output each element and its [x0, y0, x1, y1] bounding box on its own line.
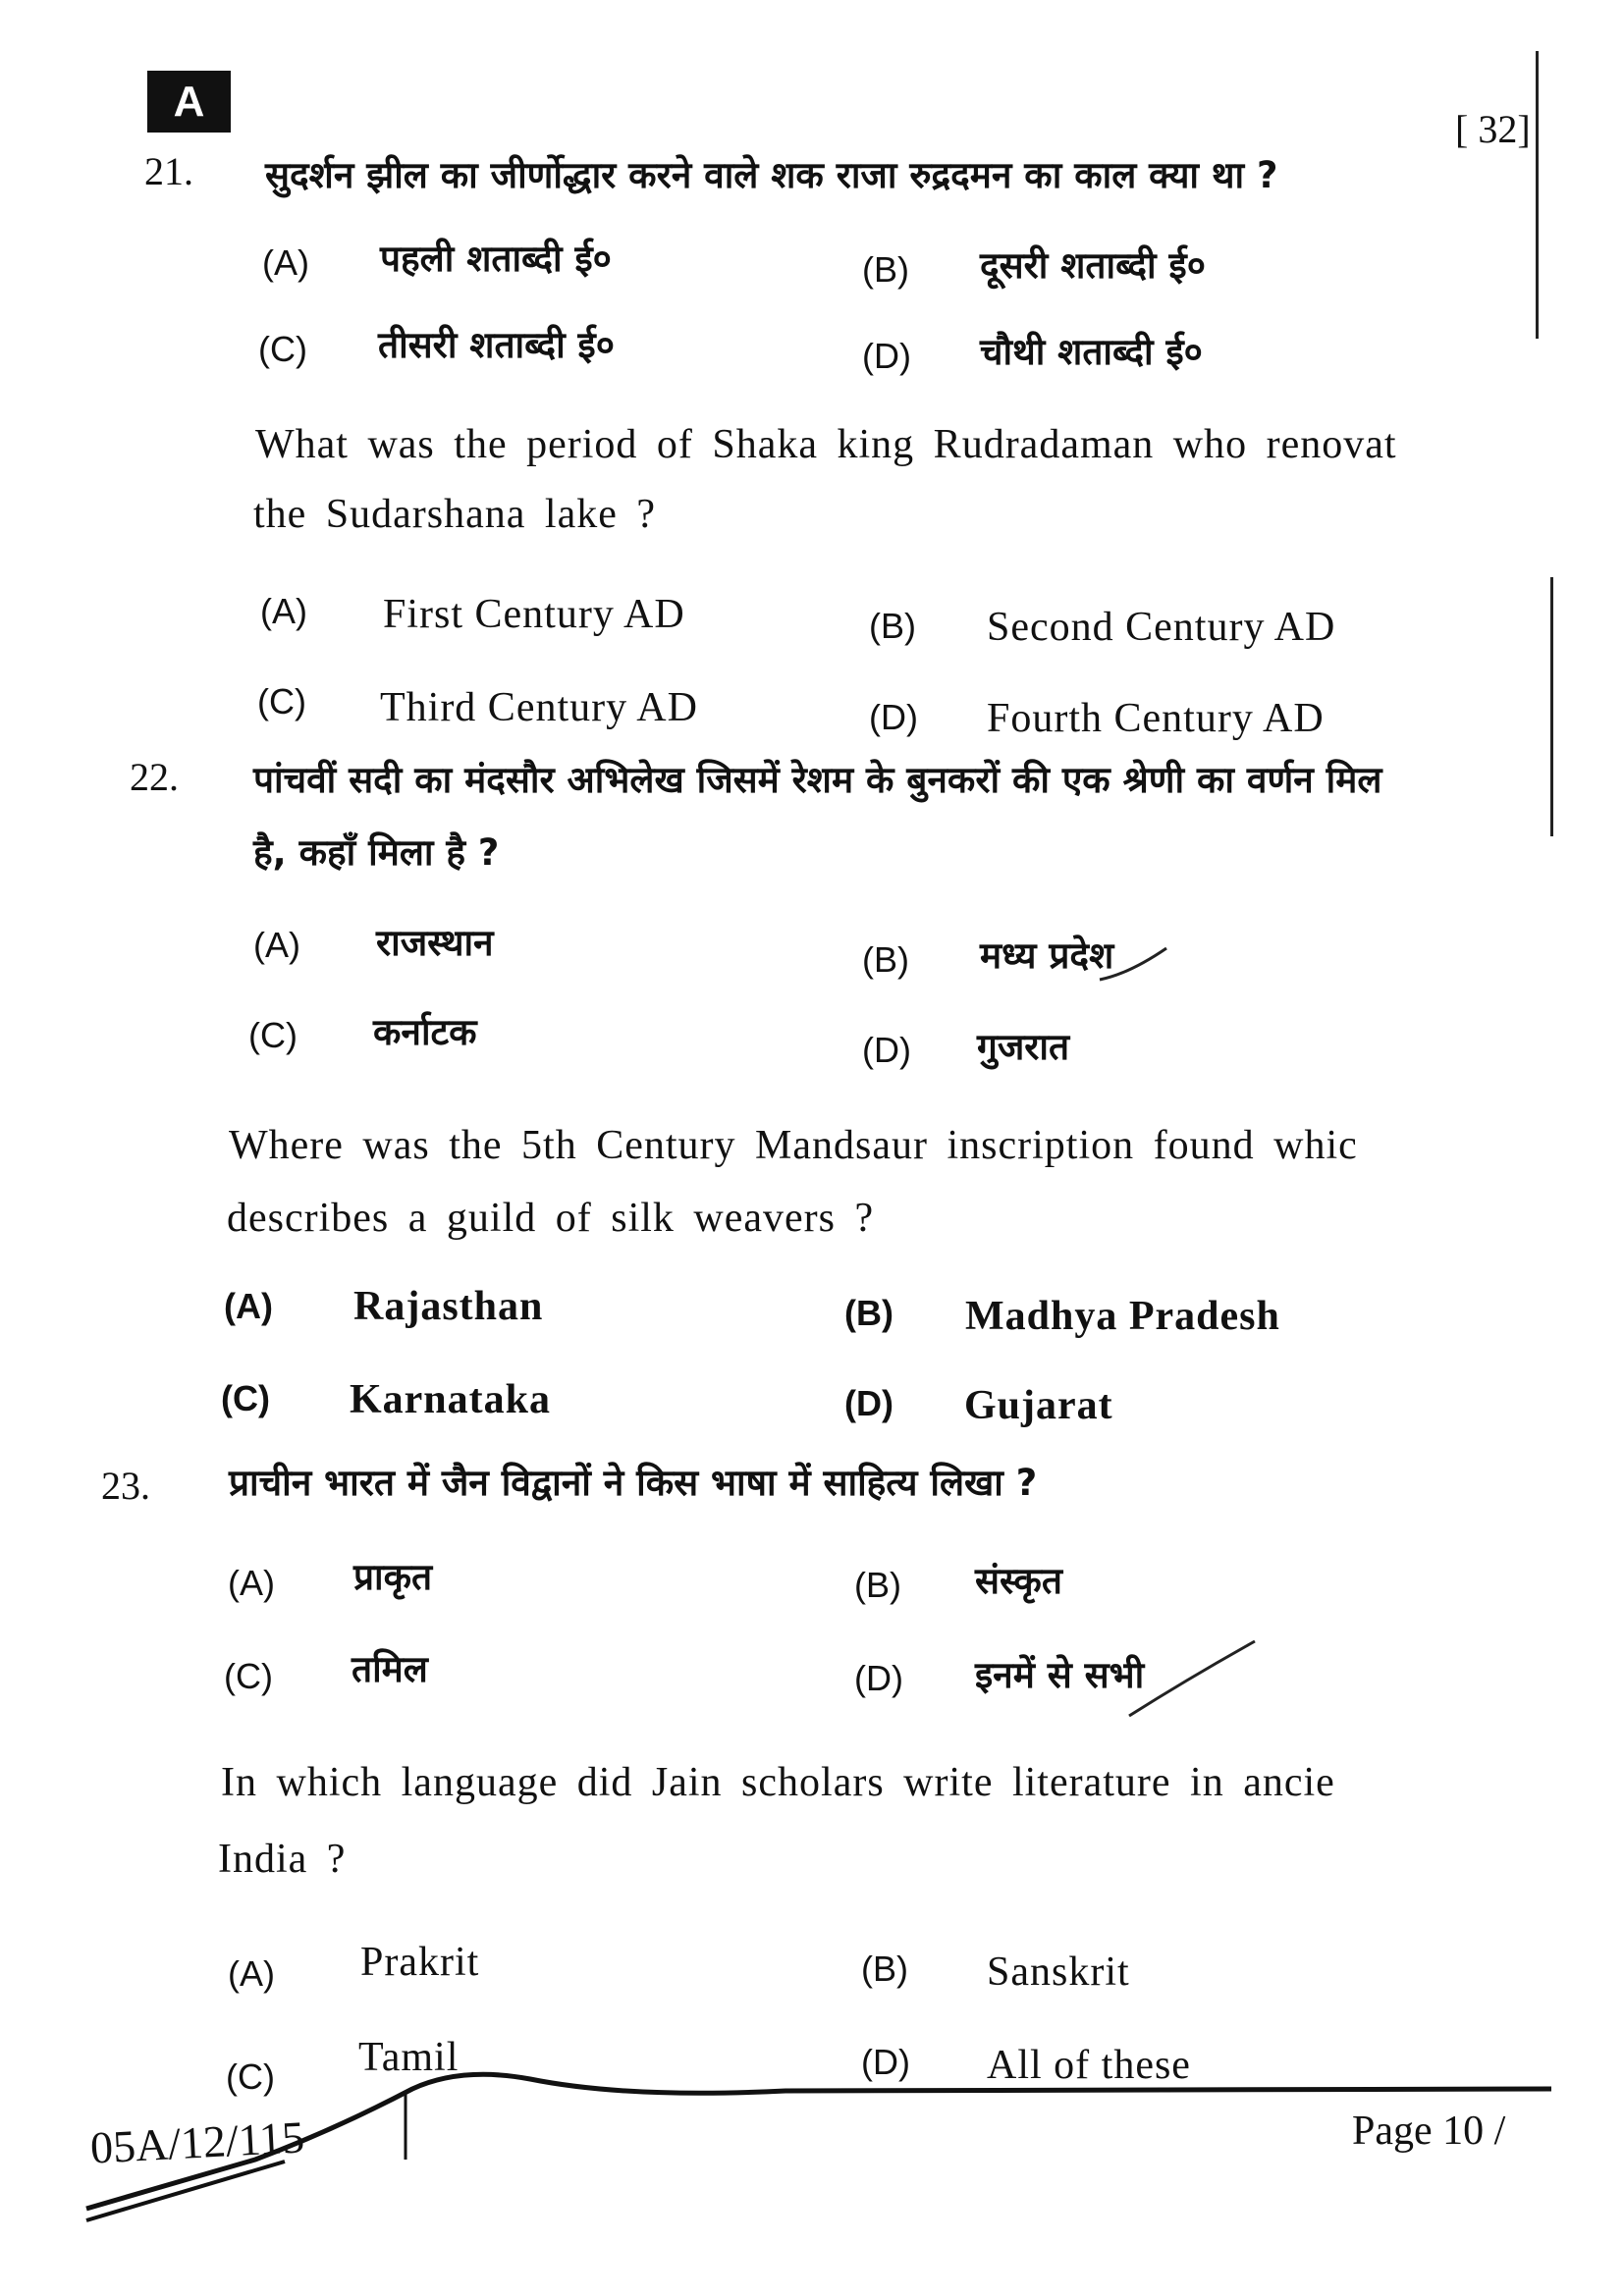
option-label: (D)	[862, 1030, 911, 1070]
option-text: दूसरी शताब्दी ई०	[980, 244, 1206, 287]
option-label: (C)	[226, 2056, 275, 2097]
option-text: Rajasthan	[353, 1284, 544, 1329]
option-text: गुजरात	[977, 1026, 1070, 1068]
option-label: (B)	[854, 1565, 901, 1605]
set-label-box: A	[147, 71, 231, 133]
option-label: (D)	[854, 1658, 903, 1698]
question-text-english: describes a guild of silk weavers ?	[227, 1196, 875, 1241]
question-text-english: the Sudarshana lake ?	[253, 492, 657, 537]
paper-code: 05A/12/115	[88, 2111, 306, 2173]
option-text: First Century AD	[383, 592, 685, 637]
option-label: (A)	[224, 1286, 273, 1326]
page-marker: [ 32]	[1455, 107, 1531, 151]
option-text: पहली शताब्दी ई०	[380, 238, 612, 280]
option-text: संस्कृत	[975, 1560, 1062, 1602]
option-text: Madhya Pradesh	[965, 1294, 1280, 1339]
option-text: Second Century AD	[987, 605, 1336, 650]
handwritten-tick-mark	[1129, 1641, 1255, 1716]
footer-rule	[86, 2074, 1551, 2209]
option-text: Fourth Century AD	[987, 696, 1325, 741]
option-text: राजस्थान	[376, 922, 494, 964]
option-label: (D)	[869, 697, 918, 737]
option-label: (A)	[262, 242, 309, 283]
option-text: Karnataka	[350, 1377, 552, 1422]
option-label: (C)	[248, 1015, 298, 1055]
option-text: इनमें से सभी	[975, 1654, 1145, 1696]
option-label: (C)	[224, 1656, 273, 1696]
question-text-hindi: पांचवीं सदी का मंदसौर अभिलेख जिसमें रेशम के बुनकरों की एक श्रेणी का वर्णन मिल	[253, 759, 1382, 801]
question-number: 21.	[144, 149, 193, 193]
option-text: Third Century AD	[380, 685, 698, 730]
option-label: (B)	[861, 1949, 908, 1989]
page-number: Page 10 /	[1352, 2109, 1506, 2154]
option-label: (D)	[861, 2042, 910, 2082]
option-text: तीसरी शताब्दी ई०	[378, 324, 615, 366]
option-label: (A)	[253, 925, 300, 965]
question-text-hindi: है, कहाँ मिला है ?	[253, 831, 500, 874]
option-text: कर्नाटक	[373, 1011, 477, 1053]
option-label: (A)	[228, 1953, 275, 1994]
question-text-english: Where was the 5th Century Mandsaur inscription found whic	[229, 1123, 1358, 1168]
question-text-english: In which language did Jain scholars write literature in ancie	[221, 1760, 1335, 1805]
handwritten-tick-mark	[1100, 948, 1166, 980]
option-text: All of these	[987, 2043, 1191, 2088]
option-label: (D)	[862, 336, 911, 376]
option-text: प्राकृत	[353, 1556, 433, 1598]
option-text: Gujarat	[964, 1383, 1113, 1428]
question-number: 23.	[101, 1464, 150, 1508]
option-label: (D)	[844, 1383, 893, 1423]
option-text: Tamil	[358, 2035, 460, 2080]
option-text: Prakrit	[360, 1940, 480, 1985]
question-text-english: India ?	[218, 1837, 347, 1882]
option-label: (A)	[228, 1563, 275, 1603]
question-text-hindi: प्राचीन भारत में जैन विद्वानों ने किस भाषा में साहित्य लिखा ?	[229, 1462, 1038, 1504]
option-label: (B)	[862, 939, 909, 980]
option-label: (C)	[258, 329, 307, 369]
question-number: 22.	[130, 755, 179, 799]
option-label: (B)	[862, 249, 909, 290]
option-label: (B)	[844, 1293, 893, 1333]
option-text: तमिल	[352, 1648, 428, 1690]
option-text: चौथी शताब्दी ई०	[980, 331, 1203, 373]
question-text-english: What was the period of Shaka king Rudradaman who renovat	[255, 422, 1397, 467]
option-label: (C)	[221, 1378, 270, 1418]
option-text: Sanskrit	[987, 1949, 1130, 1995]
option-label: (C)	[257, 681, 306, 721]
option-text: मध्य प्रदेश	[980, 934, 1114, 977]
question-text-hindi: सुदर्शन झील का जीर्णोद्धार करने वाले शक राजा रुद्रदमन का काल क्या था ?	[265, 154, 1278, 196]
option-label: (B)	[869, 606, 916, 646]
option-label: (A)	[260, 591, 307, 631]
